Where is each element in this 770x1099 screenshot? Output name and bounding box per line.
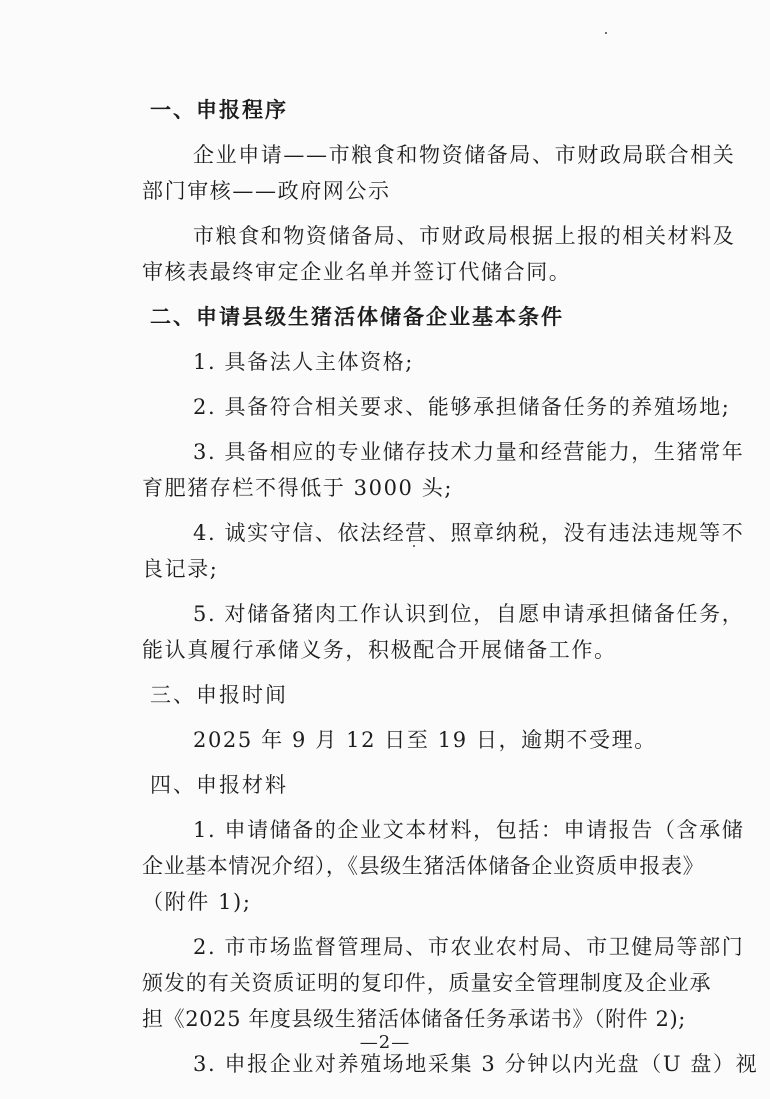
document-body xyxy=(142,92,759,1082)
list-item-continuation: 担《2025 年度县级生猪活体储备任务承诺书》（附件 2); xyxy=(142,1007,686,1031)
list-item-continuation: 能认真履行承储义务，积极配合开展储备工作。 xyxy=(142,638,617,662)
paragraph-line: 市粮食和物资储备局、市财政局根据上报的相关材料及 xyxy=(193,224,736,248)
section-heading: 一、申报程序 xyxy=(150,98,288,122)
list-item: 5. 对储备猪肉工作认识到位，自愿申请承担储备任务， xyxy=(193,602,745,626)
paragraph-line: 2025 年 9 月 12 日至 19 日，逾期不受理。 xyxy=(193,728,657,752)
list-item: 1. 具备法人主体资格; xyxy=(193,350,414,374)
page-number: —2— xyxy=(359,1032,411,1053)
scan-speck xyxy=(605,32,607,34)
list-item-continuation: 颁发的有关资质证明的复印件，质量安全管理制度及企业承 xyxy=(142,971,712,995)
list-item-continuation: 育肥猪存栏不得低于 3000 头; xyxy=(142,476,454,500)
list-item: 2. 市市场监督管理局、市农业农村局、市卫健局等部门 xyxy=(193,935,745,959)
list-item-continuation: 企业基本情况介绍），《县级生猪活体储备企业资质申报表》 xyxy=(142,854,705,878)
list-item: 1. 申请储备的企业文本材料，包括：申请报告（含承储 xyxy=(193,818,745,842)
list-item: 2. 具备符合相关要求、能够承担储备任务的养殖场地; xyxy=(193,395,731,419)
section-heading: 四、申报材料 xyxy=(150,773,288,797)
paragraph-line: 部门审核——政府网公示 xyxy=(142,179,391,203)
paragraph-line: 审核表最终审定企业名单并签订代储合同。 xyxy=(142,260,572,284)
section-heading: 二、申请县级生猪活体储备企业基本条件 xyxy=(150,305,564,329)
list-item: 4. 诚实守信、依法经营、照章纳税，没有违法违规等不 xyxy=(193,521,745,545)
paragraph-line: 企业申请——市粮食和物资储备局、市财政局联合相关 xyxy=(193,143,736,167)
list-item-continuation: 良记录; xyxy=(142,557,219,581)
list-item-continuation: （附件 1); xyxy=(142,890,252,914)
list-item: 3. 申报企业对养殖场地采集 3 分钟以内光盘（U 盘）视 xyxy=(193,1052,759,1076)
list-item: 3. 具备相应的专业储存技术力量和经营能力，生猪常年 xyxy=(193,440,745,464)
section-heading: 三、申报时间 xyxy=(150,683,288,707)
